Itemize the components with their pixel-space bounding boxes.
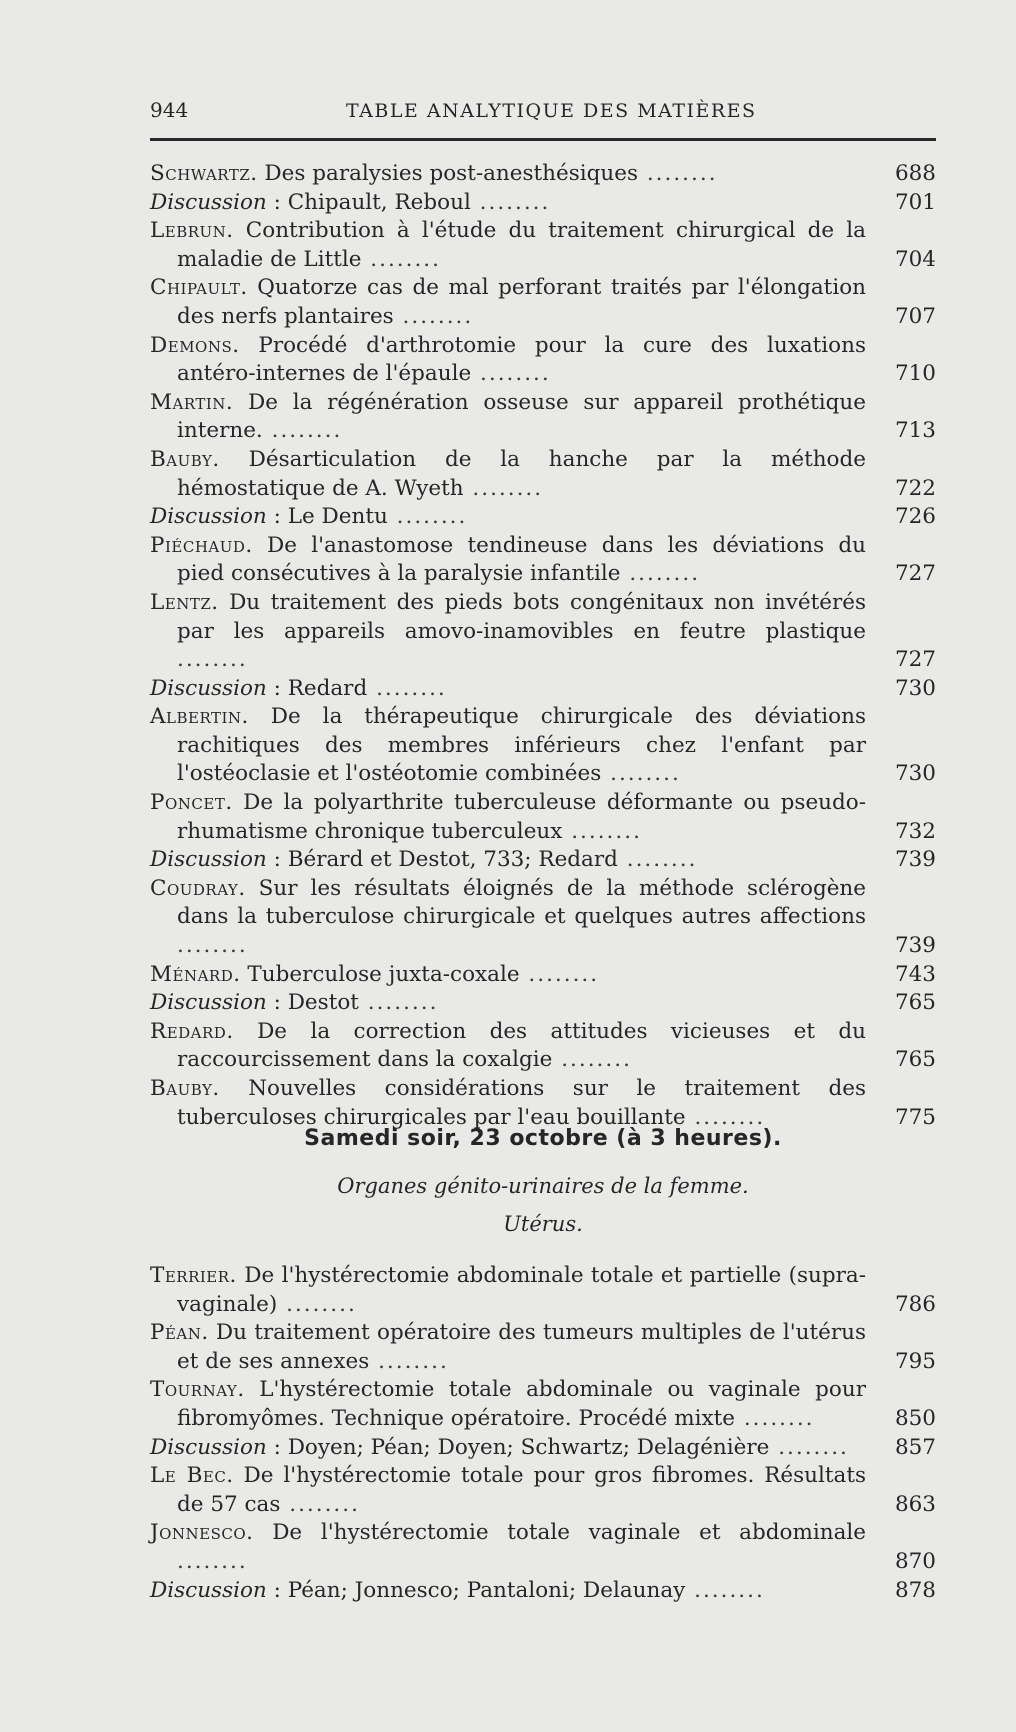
entry-page: 743 bbox=[894, 961, 936, 987]
toc-entry bbox=[150, 189, 936, 218]
entry-author: Bauby. bbox=[150, 1076, 220, 1101]
toc-entry bbox=[150, 1462, 936, 1519]
toc-entry bbox=[150, 1319, 936, 1376]
dot-leader: ........ bbox=[393, 303, 474, 329]
dot-leader: ........ bbox=[177, 647, 248, 673]
toc-entry bbox=[150, 503, 936, 532]
toc-entry bbox=[150, 875, 936, 961]
toc-entry bbox=[150, 389, 936, 446]
dot-leader: ........ bbox=[638, 161, 718, 186]
entry-title: De la thérapeutique chirurgicale des déviations rachitiques des membres inférieurs chez l'enfant par l'ostéoclasie et l'ostéotomie combinées bbox=[177, 704, 866, 787]
entry-page: 732 bbox=[894, 818, 936, 844]
dot-leader: ........ bbox=[262, 418, 343, 444]
entry-title: De la polyarthrite tuberculeuse déformante ou pseudo-rhumatisme chronique tuberculeux bbox=[177, 790, 866, 844]
entry-author: Redard. bbox=[150, 1018, 234, 1044]
entry-author: Lentz. bbox=[150, 589, 219, 615]
dot-leader: ........ bbox=[620, 561, 701, 587]
entry-author: Discussion bbox=[150, 1577, 267, 1603]
toc-entry bbox=[150, 675, 936, 704]
entry-author: Bauby. bbox=[150, 446, 220, 472]
entry-title: : Destot bbox=[266, 990, 359, 1016]
dot-leader: ........ bbox=[471, 361, 551, 387]
entry-author: Péan. bbox=[150, 1320, 209, 1346]
dot-leader: ........ bbox=[358, 990, 439, 1016]
running-title: TABLE ANALYTIQUE DES MATIÈRES bbox=[346, 100, 757, 122]
dot-leader: ........ bbox=[177, 933, 248, 959]
dot-leader: ........ bbox=[552, 1047, 632, 1073]
entry-author: Discussion bbox=[150, 990, 267, 1016]
entry-title: Contribution à l'étude du traitement chirurgical de la maladie de Little bbox=[177, 218, 866, 272]
toc-entry bbox=[150, 532, 936, 589]
entry-author: Tournay. bbox=[150, 1377, 245, 1403]
dot-leader: ........ bbox=[519, 961, 600, 987]
toc-entry bbox=[150, 160, 936, 189]
entry-page: 707 bbox=[894, 303, 936, 329]
entry-page: 878 bbox=[894, 1577, 936, 1603]
entry-page: 710 bbox=[894, 361, 936, 387]
dot-leader: ........ bbox=[177, 1548, 248, 1574]
toc-entry bbox=[150, 703, 936, 789]
entry-title: : Péan; Jonnesco; Pantaloni; Delaunay bbox=[266, 1577, 686, 1603]
dot-leader: ........ bbox=[361, 246, 441, 272]
entry-page: 870 bbox=[894, 1548, 936, 1574]
entry-author: Ménard. bbox=[150, 961, 241, 987]
entry-title: De l'hystérectomie abdominale totale et partielle (supra-vaginale) bbox=[177, 1263, 866, 1317]
toc-entry bbox=[150, 274, 936, 331]
entry-author: Discussion bbox=[150, 1434, 267, 1460]
toc-list-top bbox=[150, 160, 936, 1132]
dot-leader: ........ bbox=[685, 1577, 765, 1603]
entry-title: Du traitement des pieds bots congénitaux non invétérés par les appareils amovo-inamovibles en feutre plastique bbox=[177, 589, 866, 644]
dot-leader: ........ bbox=[369, 1348, 449, 1374]
entry-page: 786 bbox=[894, 1291, 936, 1317]
dot-leader: ........ bbox=[617, 847, 698, 873]
entry-page: 727 bbox=[894, 561, 936, 587]
entry-title: De l'hystérectomie totale vaginale et abdominale bbox=[253, 1520, 866, 1546]
entry-title: L'hystérectomie totale abdominale ou vaginale pour fibromyômes. Technique opératoire. Procédé mixte bbox=[177, 1377, 866, 1431]
entry-title: Désarticulation de la hanche par la méthode hémostatique de A. Wyeth bbox=[177, 446, 866, 501]
session-subtitle: Organes génito-urinaires de la femme. bbox=[337, 1174, 749, 1198]
entry-author: Coudray. bbox=[150, 875, 246, 901]
entry-author: Discussion bbox=[150, 675, 267, 701]
entry-author: Schwartz. bbox=[150, 161, 258, 186]
entry-author: Lebrun. bbox=[150, 218, 234, 244]
dot-leader: ........ bbox=[601, 761, 681, 787]
session-title: Samedi soir, 23 octobre (à 3 heures). bbox=[304, 1126, 782, 1151]
entry-title: Quatorze cas de mal perforant traités par l'élongation des nerfs plantaires bbox=[177, 275, 866, 329]
dot-leader: ........ bbox=[685, 1104, 766, 1130]
entry-page: 726 bbox=[894, 504, 936, 530]
entry-page: 765 bbox=[894, 990, 936, 1016]
entry-title: De la régénération osseuse sur appareil prothétique interne. bbox=[177, 389, 866, 444]
dot-leader: ........ bbox=[387, 504, 468, 530]
toc-entry bbox=[150, 846, 936, 875]
entry-page: 713 bbox=[894, 418, 936, 444]
toc-entry bbox=[150, 1262, 936, 1319]
entry-page: 775 bbox=[894, 1104, 936, 1130]
entry-title: : Doyen; Péan; Doyen; Schwartz; Delagénière bbox=[266, 1434, 770, 1460]
entry-title: Tuberculose juxta-coxale bbox=[240, 961, 520, 987]
entry-page: 688 bbox=[894, 161, 936, 186]
page-number: 944 bbox=[150, 98, 189, 122]
toc-entry bbox=[150, 1376, 936, 1433]
entry-page: 863 bbox=[894, 1491, 936, 1517]
entry-author: Martin. bbox=[150, 389, 234, 415]
entry-author: Discussion bbox=[150, 847, 267, 873]
entry-title: Procédé d'arthrotomie pour la cure des luxations antéro-internes de l'épaule bbox=[177, 332, 866, 387]
entry-author: Piéchaud. bbox=[150, 532, 253, 558]
dot-leader: ........ bbox=[277, 1291, 357, 1317]
toc-list-bottom bbox=[150, 1262, 936, 1605]
toc-entry bbox=[150, 217, 936, 274]
entry-author: Terrier. bbox=[150, 1263, 237, 1288]
entry-author: Discussion bbox=[150, 504, 267, 530]
entry-title: Des paralysies post-anesthésiques bbox=[257, 161, 639, 186]
toc-entry bbox=[150, 1018, 936, 1075]
entry-page: 739 bbox=[894, 933, 936, 959]
entry-page: 730 bbox=[894, 675, 936, 701]
toc-entry bbox=[150, 1577, 936, 1606]
dot-leader: ........ bbox=[562, 818, 642, 844]
toc-entry bbox=[150, 1519, 936, 1576]
entry-author: Chipault. bbox=[150, 275, 248, 301]
entry-title: Sur les résultats éloignés de la méthode sclérogène dans la tuberculose chirurgicale et quelques autres affections bbox=[177, 875, 866, 930]
entry-page: 701 bbox=[894, 189, 936, 215]
entry-page: 795 bbox=[894, 1348, 936, 1374]
entry-page: 727 bbox=[894, 647, 936, 673]
entry-page: 765 bbox=[894, 1047, 936, 1073]
entry-title: De l'hystérectomie totale pour gros fibromes. Résultats de 57 cas bbox=[177, 1463, 867, 1517]
entry-page: 850 bbox=[894, 1405, 936, 1431]
entry-title: De la correction des attitudes vicieuses et du raccourcissement dans la coxalgie bbox=[177, 1018, 866, 1073]
dot-leader: ........ bbox=[280, 1491, 360, 1517]
dot-leader: ........ bbox=[734, 1405, 815, 1431]
entry-page: 722 bbox=[894, 475, 936, 501]
section-heading: Utérus. bbox=[503, 1212, 583, 1236]
toc-entry bbox=[150, 446, 936, 503]
toc-entry bbox=[150, 332, 936, 389]
entry-title: : Chipault, Reboul bbox=[266, 189, 471, 215]
header-rule bbox=[150, 138, 936, 141]
entry-title: : Le Dentu bbox=[266, 504, 388, 530]
entry-title: De l'anastomose tendineuse dans les déviations du pied consécutives à la paralysie infantile bbox=[177, 532, 866, 587]
toc-entry bbox=[150, 789, 936, 846]
entry-title: Nouvelles considérations sur le traitement des tuberculoses chirurgicales par l'eau bouillante bbox=[177, 1076, 866, 1130]
entry-author: Le Bec. bbox=[150, 1463, 234, 1489]
entry-page: 857 bbox=[894, 1434, 936, 1460]
entry-page: 739 bbox=[894, 847, 936, 873]
entry-author: Demons. bbox=[150, 332, 240, 358]
page-header bbox=[150, 98, 936, 128]
entry-page: 730 bbox=[894, 761, 936, 787]
toc-entry bbox=[150, 989, 936, 1018]
toc-entry bbox=[150, 1434, 936, 1463]
entry-author: Poncet. bbox=[150, 790, 233, 816]
entry-page: 704 bbox=[894, 246, 936, 272]
toc-entry bbox=[150, 961, 936, 990]
dot-leader: ........ bbox=[367, 675, 447, 701]
entry-author: Jonnesco. bbox=[150, 1520, 254, 1546]
dot-leader: ........ bbox=[769, 1434, 849, 1460]
dot-leader: ........ bbox=[470, 189, 551, 215]
entry-title: Du traitement opératoire des tumeurs multiples de l'utérus et de ses annexes bbox=[177, 1320, 866, 1374]
entry-title: : Bérard et Destot, 733; Redard bbox=[266, 847, 618, 873]
dot-leader: ........ bbox=[463, 475, 544, 501]
entry-title: : Redard bbox=[266, 675, 368, 701]
entry-author: Albertin. bbox=[150, 704, 249, 730]
toc-entry bbox=[150, 1075, 936, 1132]
entry-author: Discussion bbox=[150, 189, 267, 215]
toc-entry bbox=[150, 589, 936, 675]
